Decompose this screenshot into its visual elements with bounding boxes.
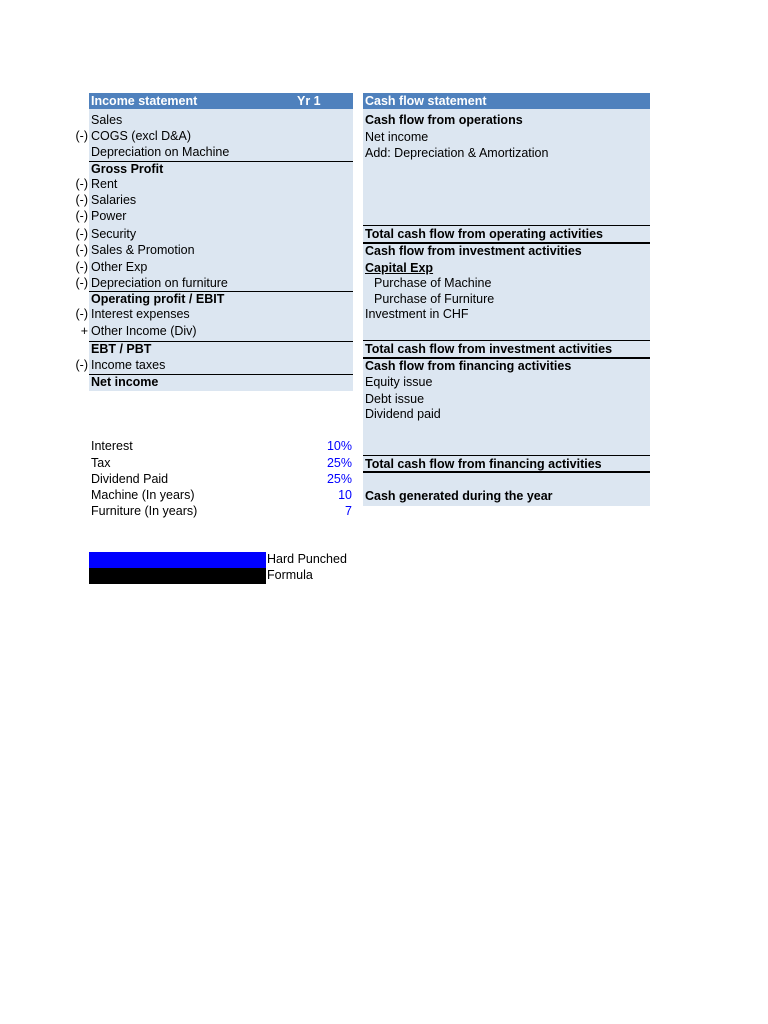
- cogs-prefix: (-): [75, 129, 88, 143]
- cf-purchase-machine: Purchase of Machine: [374, 276, 492, 290]
- other-exp-label: Other Exp: [91, 260, 148, 274]
- assumption-machine-value: 10: [338, 488, 352, 502]
- sales-promotion-label: Sales & Promotion: [91, 243, 195, 257]
- salaries-prefix: (-): [75, 193, 88, 207]
- legend-hard-punched-swatch: [89, 552, 266, 568]
- interest-prefix: (-): [75, 307, 88, 321]
- other-exp-prefix: (-): [75, 260, 88, 274]
- net-income-label: Net income: [91, 375, 159, 389]
- year-label: Yr 1: [297, 94, 321, 108]
- power-label: Power: [91, 209, 127, 223]
- cf-equity-issue: Equity issue: [365, 375, 433, 389]
- cf-net-income: Net income: [365, 130, 429, 144]
- cash-flow-statement-header: [363, 93, 650, 109]
- cash-flow-statement-title: Cash flow statement: [365, 94, 487, 108]
- depreciation-furniture-label: Depreciation on furniture: [91, 276, 228, 290]
- cf-capital-exp: Capital Exp: [365, 261, 434, 275]
- interest-expenses-label: Interest expenses: [91, 307, 190, 321]
- income-statement-header: [89, 93, 353, 109]
- cf-total-operating: Total cash flow from operating activities: [365, 227, 604, 241]
- cogs-label: COGS (excl D&A): [91, 129, 192, 143]
- assumption-tax-value: 25%: [326, 456, 352, 470]
- security-prefix: (-): [75, 227, 88, 241]
- sales-label: Sales: [91, 113, 123, 127]
- assumption-interest-value: 10%: [326, 439, 352, 453]
- cf-total-financing: Total cash flow from financing activities: [365, 457, 602, 471]
- assumption-dividend-value: 25%: [326, 472, 352, 486]
- income-statement-title: Income statement: [91, 94, 198, 108]
- cf-total-investment: Total cash flow from investment activities: [365, 342, 613, 356]
- cf-dividend-paid: Dividend paid: [365, 407, 441, 421]
- ebit-label: Operating profit / EBIT: [91, 292, 225, 306]
- cf-purchase-furniture: Purchase of Furniture: [374, 292, 495, 306]
- assumption-tax-label: Tax: [91, 456, 111, 470]
- other-income-label: Other Income (Div): [91, 324, 197, 338]
- power-prefix: (-): [75, 209, 88, 223]
- income-taxes-prefix: (-): [75, 358, 88, 372]
- gross-profit-label: Gross Profit: [91, 162, 164, 176]
- ebt-label: EBT / PBT: [91, 342, 152, 356]
- cf-debt-issue: Debt issue: [365, 392, 425, 406]
- cf-cash-generated: Cash generated during the year: [365, 489, 553, 503]
- cf-investment-header: Cash flow from investment activities: [365, 244, 582, 258]
- legend-hard-punched-label: Hard Punched: [267, 552, 347, 566]
- assumption-interest-label: Interest: [91, 439, 133, 453]
- salaries-label: Salaries: [91, 193, 137, 207]
- other-income-prefix: +: [80, 324, 88, 338]
- cf-total-fin-bottom-line: [363, 471, 650, 473]
- depreciation-machine-label: Depreciation on Machine: [91, 145, 230, 159]
- security-label: Security: [91, 227, 137, 241]
- cf-operations-header: Cash flow from operations: [365, 113, 523, 127]
- income-taxes-label: Income taxes: [91, 358, 166, 372]
- legend-formula-label: Formula: [267, 568, 313, 582]
- sales-promotion-prefix: (-): [75, 243, 88, 257]
- cf-investment-chf: Investment in CHF: [365, 307, 469, 321]
- cf-add-depreciation: Add: Depreciation & Amortization: [365, 146, 549, 160]
- assumption-furniture-label: Furniture (In years): [91, 504, 198, 518]
- assumption-machine-label: Machine (In years): [91, 488, 195, 502]
- assumption-dividend-label: Dividend Paid: [91, 472, 169, 486]
- cf-financing-header: Cash flow from financing activities: [365, 359, 572, 373]
- rent-prefix: (-): [75, 177, 88, 191]
- depreciation-furniture-prefix: (-): [75, 276, 88, 290]
- assumption-furniture-value: 7: [345, 504, 352, 518]
- rent-label: Rent: [91, 177, 118, 191]
- legend-formula-swatch: [89, 568, 266, 584]
